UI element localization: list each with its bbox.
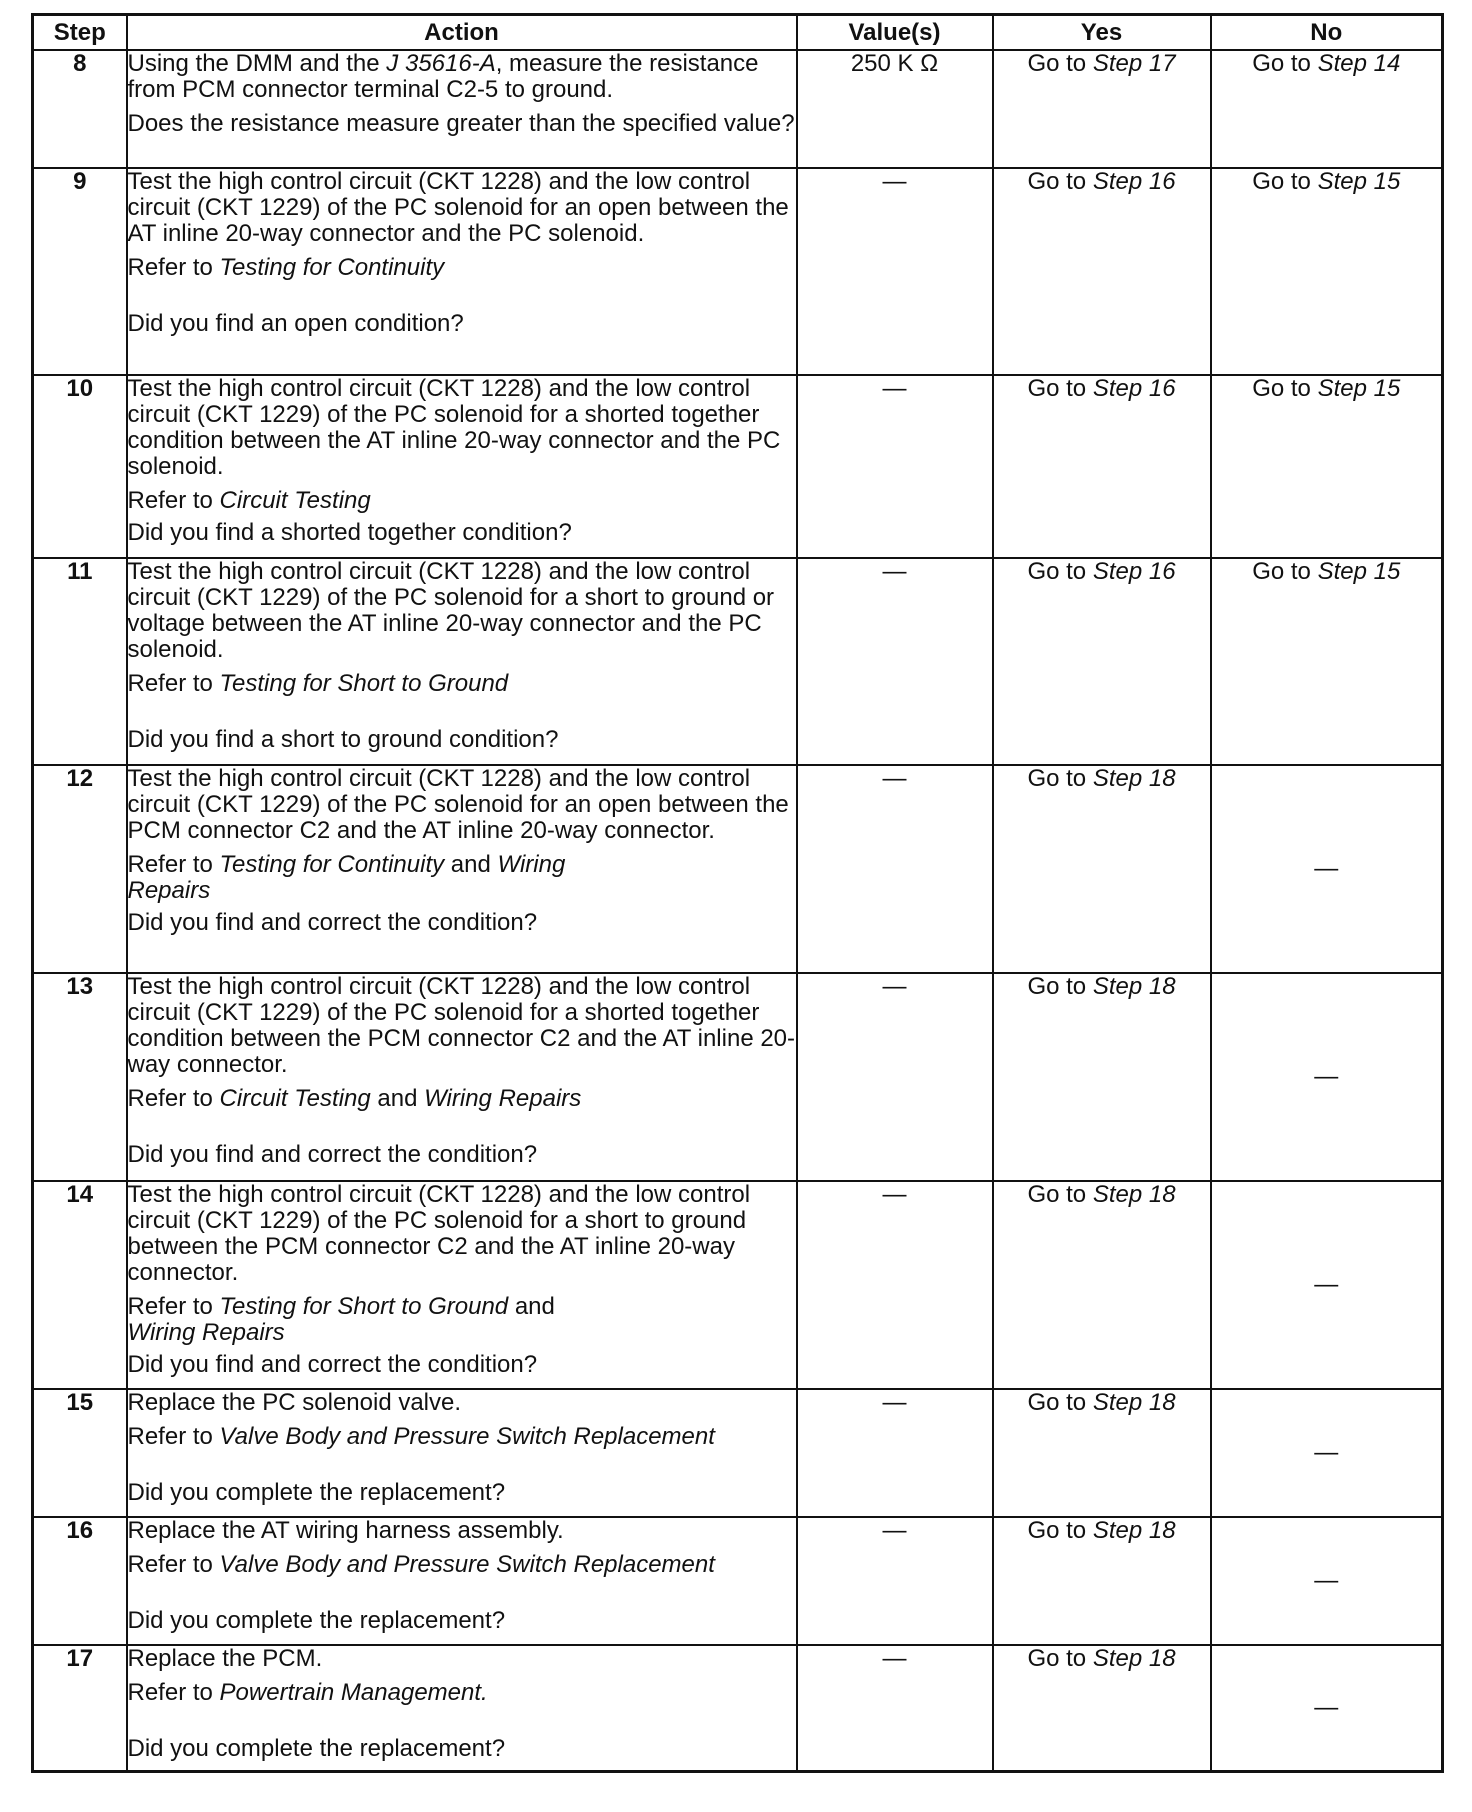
action-cell — [127, 50, 797, 168]
action-question: Did you find an open condition? — [127, 310, 464, 337]
step-number: 16 — [33, 1517, 127, 1645]
step-number: 14 — [33, 1181, 127, 1389]
step-number: 12 — [33, 765, 127, 973]
value-cell: — — [797, 375, 993, 558]
no-cell: — — [1211, 973, 1443, 1181]
action-question: Did you complete the replacement? — [127, 1479, 506, 1506]
table-row — [33, 1389, 1443, 1517]
table-row — [33, 558, 1443, 765]
action-refer: Refer to Testing for Continuity — [127, 254, 445, 281]
table-row — [33, 375, 1443, 558]
tool-reference: J 35616-A — [386, 50, 496, 77]
yes-step-link: Step 18 — [1092, 765, 1176, 792]
step-number: 15 — [33, 1389, 127, 1517]
action-question: Did you find and correct the condition? — [127, 909, 538, 936]
action-cell — [127, 1389, 797, 1517]
action-instruction: Test the high control circuit (CKT 1228) and the low control circuit (CKT 1229) of the PC solenoid for an open between the PCM connector C2 and the AT inline 20-way connector. — [127, 765, 789, 844]
step-number: 8 — [33, 50, 127, 168]
action-question: Did you find and correct the condition? — [127, 1141, 538, 1168]
yes-step-link: Step 18 — [1092, 1389, 1176, 1416]
yes-cell: Go to Step 18 — [993, 1181, 1211, 1389]
value-cell: — — [797, 1645, 993, 1771]
header-step: Step — [33, 15, 127, 51]
action-cell — [127, 558, 797, 765]
table-row — [33, 1517, 1443, 1645]
action-refer: Refer to Testing for Short to Ground and Wiring Repairs — [127, 1293, 555, 1346]
action-instruction: Test the high control circuit (CKT 1228) and the low control circuit (CKT 1229) of the PC solenoid for a short to ground between the PCM connector C2 and the AT inline 20-way connector. — [127, 1181, 751, 1286]
action-instruction: Test the high control circuit (CKT 1228) and the low control circuit (CKT 1229) of the PC solenoid for a short to ground or voltage between the AT inline 20-way connector and the PC solenoid. — [127, 558, 775, 663]
no-step-link: Step 14 — [1317, 50, 1401, 77]
table-row — [33, 50, 1443, 168]
action-cell — [127, 1517, 797, 1645]
yes-cell: Go to Step 18 — [993, 973, 1211, 1181]
step-number: 13 — [33, 973, 127, 1181]
step-number: 10 — [33, 375, 127, 558]
value-cell: — — [797, 168, 993, 375]
value-cell: 250 K Ω — [797, 50, 993, 168]
table-row — [33, 1181, 1443, 1389]
action-refer: Refer to Testing for Short to Ground — [127, 670, 509, 697]
refer-link: Testing for Short to Ground — [219, 1293, 509, 1320]
step-number: 11 — [33, 558, 127, 765]
no-cell: — — [1211, 1517, 1443, 1645]
action-question: Did you complete the replacement? — [127, 1607, 506, 1634]
action-refer: Refer to Valve Body and Pressure Switch Replacement — [127, 1551, 715, 1578]
no-cell: Go to Step 14 — [1211, 50, 1443, 168]
no-cell: Go to Step 15 — [1211, 168, 1443, 375]
action-cell — [127, 973, 797, 1181]
action-instruction: Replace the PCM. — [127, 1645, 323, 1672]
step-number: 9 — [33, 168, 127, 375]
yes-step-link: Step 17 — [1092, 50, 1176, 77]
header-yes: Yes — [993, 15, 1211, 51]
action-instruction: Using the DMM and the J 35616-A, measure the resistance from PCM connector terminal C2-5 to ground. — [127, 50, 759, 103]
action-question: Did you find a short to ground condition? — [127, 726, 559, 753]
action-cell — [127, 1645, 797, 1771]
refer-link: Powertrain Management. — [219, 1679, 488, 1706]
yes-step-link: Step 16 — [1092, 168, 1176, 195]
action-cell — [127, 1181, 797, 1389]
action-question: Did you find and correct the condition? — [127, 1351, 538, 1378]
yes-cell: Go to Step 16 — [993, 375, 1211, 558]
yes-cell: Go to Step 18 — [993, 1389, 1211, 1517]
no-cell: — — [1211, 1389, 1443, 1517]
no-cell: Go to Step 15 — [1211, 558, 1443, 765]
header-action: Action — [127, 15, 797, 51]
action-question: Did you complete the replacement? — [127, 1735, 506, 1762]
step-number: 17 — [33, 1645, 127, 1771]
action-question: Does the resistance measure greater than the specified value? — [127, 110, 795, 137]
refer-link: Wiring Repairs — [127, 1319, 285, 1346]
table-row — [33, 973, 1443, 1181]
header-values: Value(s) — [797, 15, 993, 51]
action-refer: Refer to Valve Body and Pressure Switch Replacement — [127, 1423, 715, 1450]
yes-cell: Go to Step 18 — [993, 765, 1211, 973]
action-instruction: Replace the AT wiring harness assembly. — [127, 1517, 564, 1544]
refer-link: Circuit Testing — [219, 487, 371, 514]
yes-cell: Go to Step 17 — [993, 50, 1211, 168]
yes-step-link: Step 16 — [1092, 375, 1176, 402]
diagnostic-table — [31, 13, 1444, 1773]
no-step-link: Step 15 — [1317, 168, 1401, 195]
table-row — [33, 168, 1443, 375]
value-cell: — — [797, 765, 993, 973]
refer-link: Testing for Short to Ground — [219, 670, 509, 697]
yes-step-link: Step 18 — [1092, 1517, 1176, 1544]
action-cell — [127, 168, 797, 375]
action-refer: Refer to Testing for Continuity and Wiring Repairs — [127, 851, 566, 904]
yes-step-link: Step 18 — [1092, 1181, 1176, 1208]
no-step-link: Step 15 — [1317, 558, 1401, 585]
action-refer: Refer to Powertrain Management. — [127, 1679, 488, 1706]
value-cell: — — [797, 1181, 993, 1389]
yes-cell: Go to Step 16 — [993, 168, 1211, 375]
action-instruction: Test the high control circuit (CKT 1228) and the low control circuit (CKT 1229) of the PC solenoid for a shorted together condition between the PCM connector C2 and the AT inline 20-way connector. — [127, 973, 796, 1078]
action-cell — [127, 375, 797, 558]
refer-link: Testing for Continuity — [219, 851, 445, 878]
refer-link: Wiring Repairs — [127, 851, 566, 904]
header-no: No — [1211, 15, 1443, 51]
refer-link: Valve Body and Pressure Switch Replacement — [219, 1423, 715, 1450]
action-instruction: Replace the PC solenoid valve. — [127, 1389, 462, 1416]
action-question: Did you find a shorted together condition? — [127, 519, 572, 546]
yes-step-link: Step 16 — [1092, 558, 1176, 585]
value-cell: — — [797, 973, 993, 1181]
action-instruction: Test the high control circuit (CKT 1228) and the low control circuit (CKT 1229) of the PC solenoid for a shorted together condition between the AT inline 20-way connector and the PC solenoid. — [127, 375, 781, 480]
action-instruction: Test the high control circuit (CKT 1228) and the low control circuit (CKT 1229) of the PC solenoid for an open between the AT inline 20-way connector and the PC solenoid. — [127, 168, 789, 247]
value-cell: — — [797, 1389, 993, 1517]
value-cell: — — [797, 1517, 993, 1645]
refer-link: Testing for Continuity — [219, 254, 445, 281]
no-cell: — — [1211, 1181, 1443, 1389]
yes-step-link: Step 18 — [1092, 1645, 1176, 1672]
header-row — [33, 15, 1443, 51]
refer-link: Wiring Repairs — [424, 1085, 582, 1112]
yes-cell: Go to Step 16 — [993, 558, 1211, 765]
no-cell: — — [1211, 1645, 1443, 1771]
yes-cell: Go to Step 18 — [993, 1645, 1211, 1771]
action-refer: Refer to Circuit Testing — [127, 487, 371, 514]
no-cell: — — [1211, 765, 1443, 973]
no-cell: Go to Step 15 — [1211, 375, 1443, 558]
no-step-link: Step 15 — [1317, 375, 1401, 402]
value-cell: — — [797, 558, 993, 765]
yes-cell: Go to Step 18 — [993, 1517, 1211, 1645]
table-row — [33, 765, 1443, 973]
action-refer: Refer to Circuit Testing and Wiring Repairs — [127, 1085, 582, 1112]
yes-step-link: Step 18 — [1092, 973, 1176, 1000]
refer-link: Valve Body and Pressure Switch Replacement — [219, 1551, 715, 1578]
action-cell — [127, 765, 797, 973]
table-row — [33, 1645, 1443, 1771]
refer-link: Circuit Testing — [219, 1085, 371, 1112]
